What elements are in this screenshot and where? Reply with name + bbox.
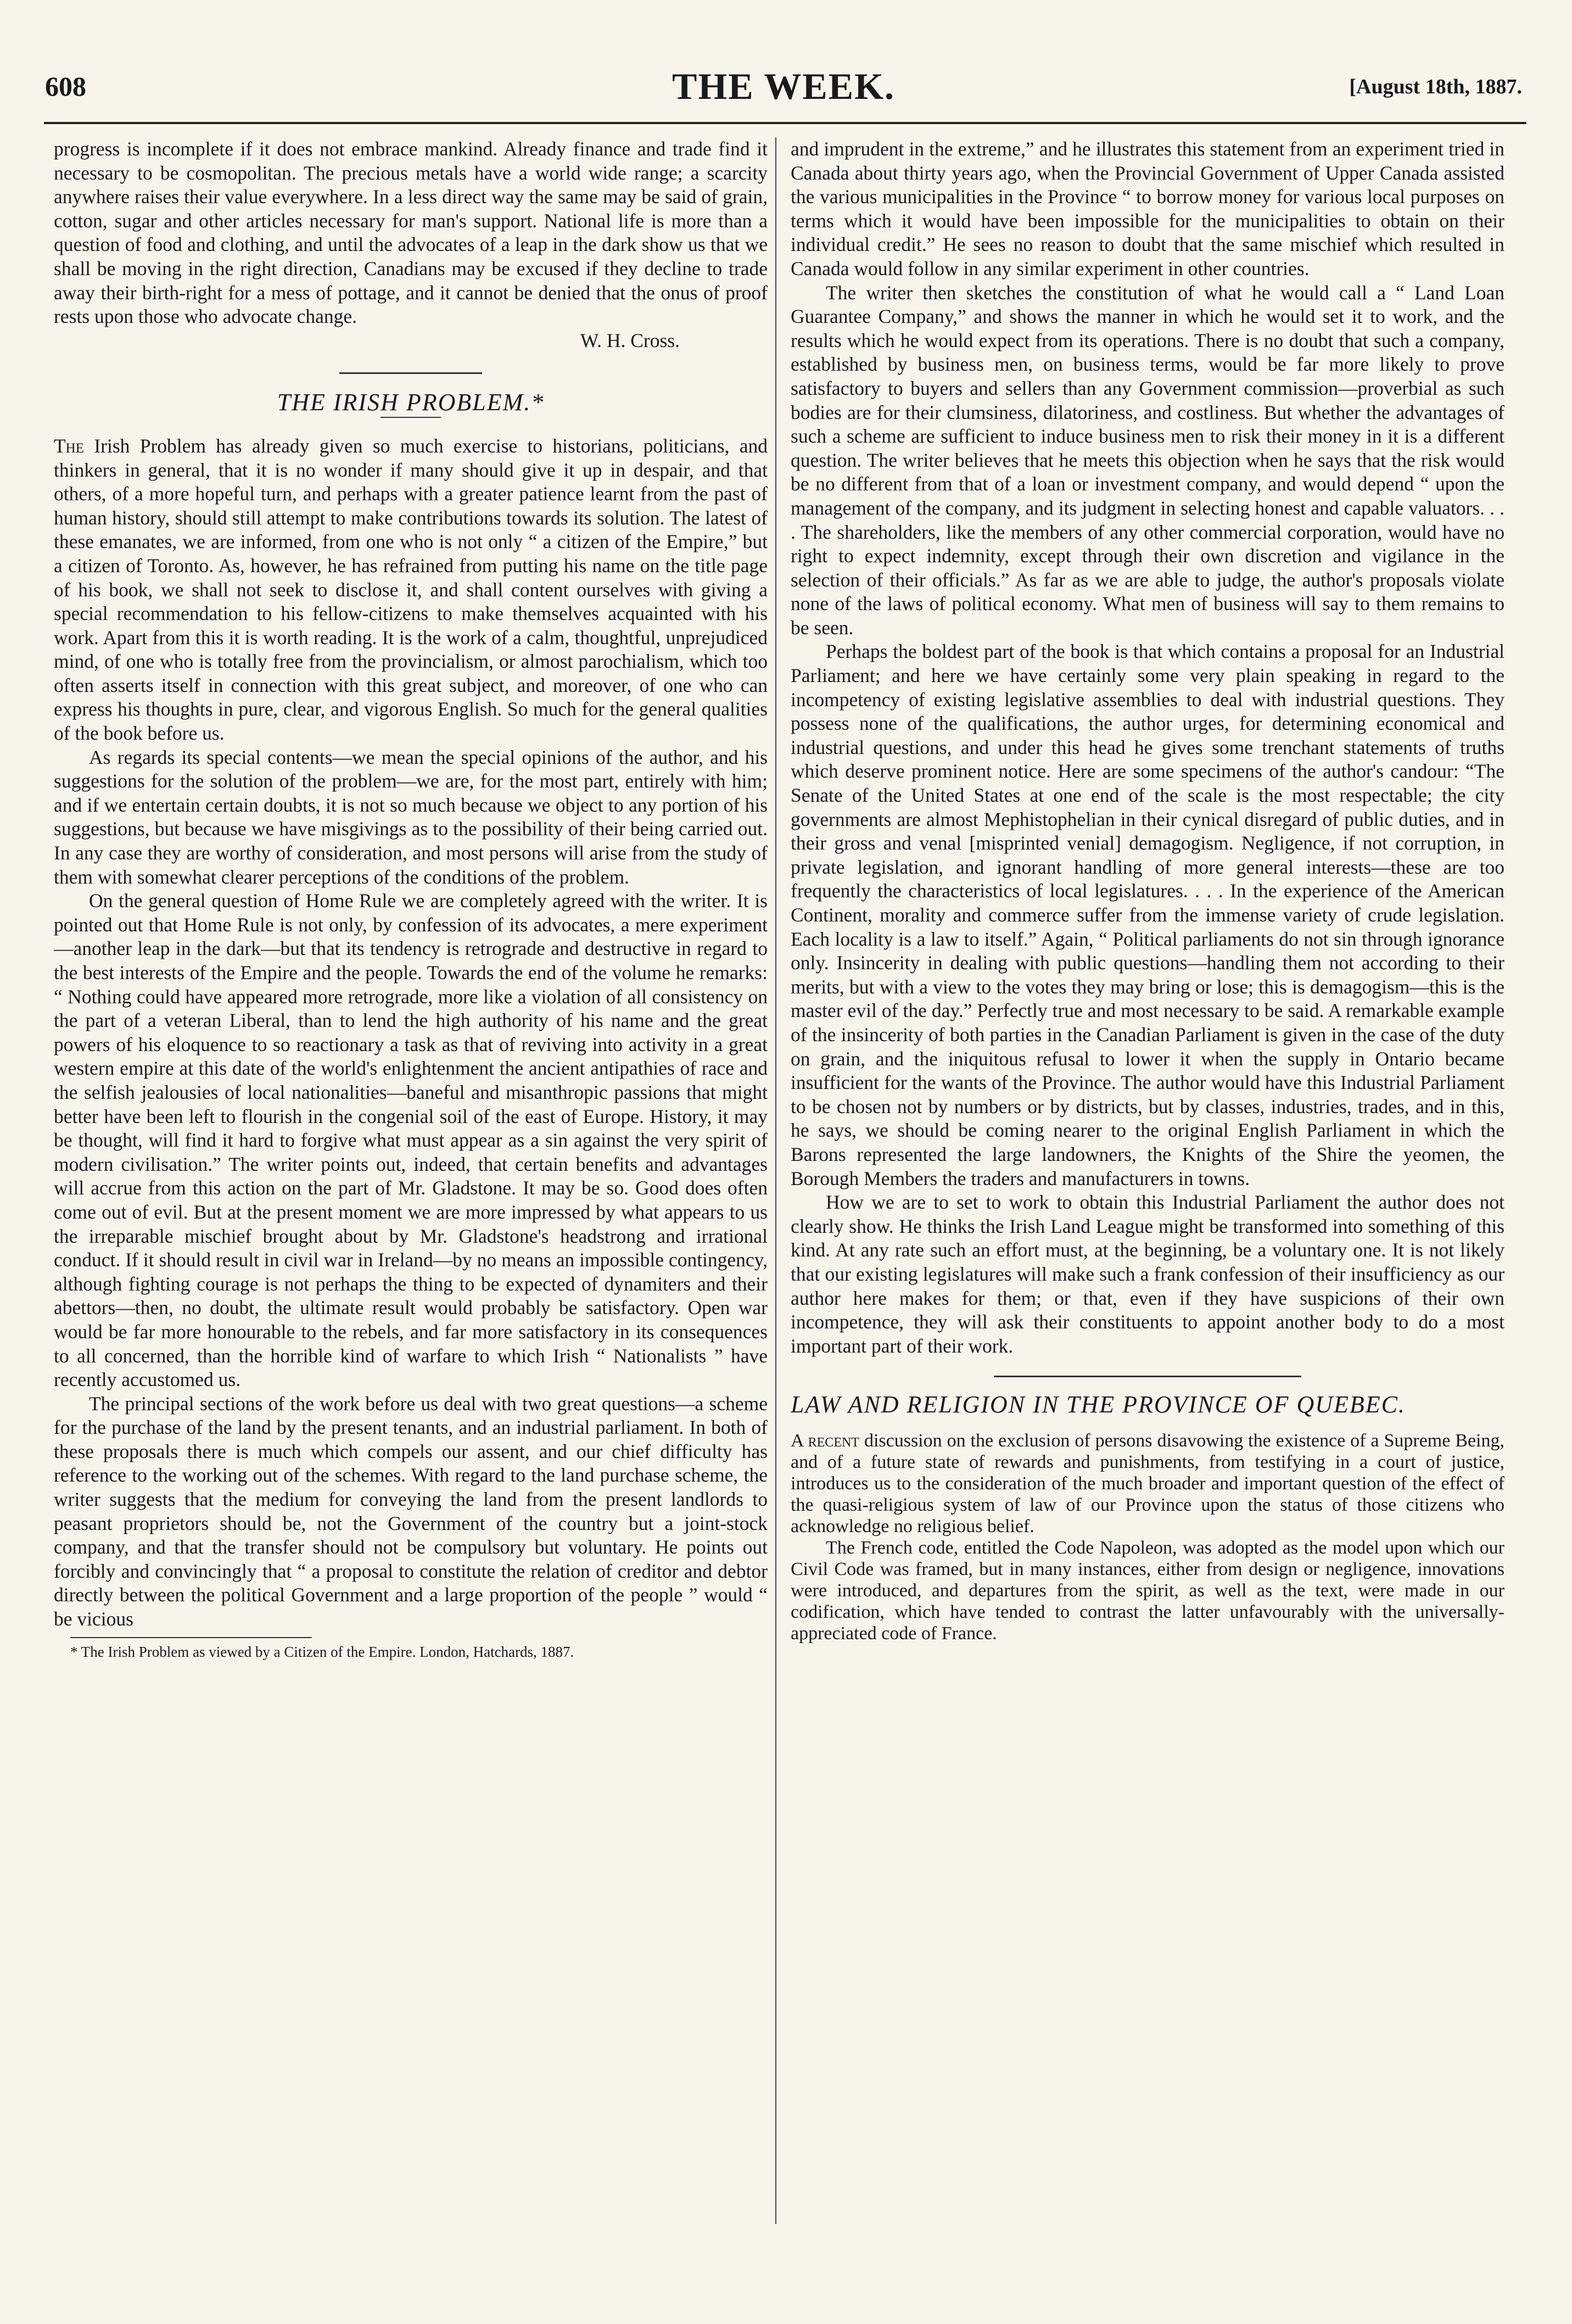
- article-paragraph: The writer then sketches the constitution of what he would call a “ Land Loan Guarantee Company,” and shows the manner in which he would set it to work, and the results which he would expect from its operations. There is no doubt that such a company, established by business men, on business terms, would be far more likely to prove satisfactory to buyers and sellers than any Government commission—proverbial as such bodies are for their clumsiness, dilatoriness, and costliness. But whether the advantages of such a scheme are sufficient to induce business men to risk their money in it is a different question. The writer believes that he meets this objection when he says that the risk would be no different from that of a loan or investment company, and would depend “ upon the management of the company, and its judgment in selecting honest and capable valuators. . . . The shareholders, like the members of any other commercial corporation, would have no right to expect indemnity, except through their own discretion and vigilance in the selection of their officials.” As far as we are able to judge, the author's proposals violate none of the laws of political economy. What men of business will say to them remains to be seen.: [791, 281, 1504, 639]
- article-paragraph: [791, 1430, 1504, 1537]
- article-paragraph: The French code, entitled the Code Napoleon, was adopted as the model upon which our Civil Code was framed, but in many instances, either from design or negligence, innovations were introduced, and departures from the spirit, as well as the text, were made in our codification, which have tended to contrast the latter unfavourably with the universally-appreciated code of France.: [791, 1537, 1504, 1644]
- article-paragraph: and imprudent in the extreme,” and he illustrates this statement from an experiment tried in Canada about thirty years ago, when the Provincial Government of Upper Canada assisted the various municipalities in the Province “ to borrow money for various local purposes on terms which it would have been impossible for the municipalities to obtain on their individual credit.” He sees no reason to doubt that the same mischief which resulted in Canada would follow in any similar experiment in other countries.: [791, 138, 1504, 280]
- section-divider: [339, 372, 482, 374]
- article-paragraph: [54, 434, 768, 746]
- footnote-rule: [70, 1637, 312, 1638]
- left-column: [54, 137, 768, 1661]
- right-column: [791, 137, 1504, 1644]
- column-divider: [775, 137, 776, 2224]
- page-number: 608: [45, 71, 86, 102]
- article-paragraph: How we are to set to work to obtain this Industrial Parliament the author does not clearly show. He thinks the Irish Land League might be transformed into something of this kind. At any rate such an effort must, at the beginning, be a voluntary one. It is not likely that our existing legislatures will make such a frank confession of their insufficiency as our author here makes for them; or that, even if they have suspicions of their own incompetence, they will ask their constituents to appoint another body to do a most important part of their work.: [791, 1191, 1504, 1357]
- section-body: [791, 1430, 1504, 1644]
- opening-paragraph: progress is incomplete if it does not embrace mankind. Already finance and trade find it necessary to be cosmopolitan. The precious metals have a world wide range; a scarcity anywhere raises their value everywhere. In a less direct way the same may be said of grain, cotton, sugar and other articles necessary for man's support. National life is more than a question of food and clothing, and until the advocates of a leap in the dark show us that we shall be moving in the right direction, Canadians may be excused if they decline to trade away their birth-right for a mess of pottage, and it cannot be denied that the onus of proof rests upon those who advocate change.: [54, 138, 768, 328]
- footnote: * The Irish Problem as viewed by a Citizen of the Empire. London, Hatchards, 1887.: [70, 1643, 574, 1660]
- lead-in: The: [54, 434, 85, 457]
- title-underline: [381, 417, 441, 418]
- section-divider: [994, 1376, 1301, 1377]
- issue-date: [August 18th, 1887.: [1349, 75, 1522, 98]
- section-title-irish-problem: THE IRISH PROBLEM.*: [277, 389, 545, 416]
- lead-in: A recent: [791, 1430, 859, 1451]
- article-paragraph: The principal sections of the work before us deal with two great questions—a scheme for the purchase of the land by the present tenants, and an industrial parliament. In both of these proposals there is much which compels our assent, and our chief difficulty has reference to the working out of the schemes. With regard to the land purchase scheme, the writer suggests that the medium for conveying the land from the present landlords to peasant proprietors should be, not the Government of the country but a joint-stock company, and that the transfer should not be compulsory but voluntary. He points out forcibly and convincingly that “ a proposal to constitute the relation of creditor and debtor directly between the political Government and a large proportion of the people ” would “ be vicious: [54, 1392, 768, 1630]
- article-paragraph: Perhaps the boldest part of the book is that which contains a proposal for an Industrial Parliament; and here we have certainly some very plain speaking in regard to the incompetency of existing legislative assemblies to deal with industrial questions. They possess none of the qualifications, the author urges, for determining economical and industrial questions, and under this head he gives some trenchant statements of truths which deserve prominent notice. Here are some specimens of the author's candour: “The Senate of the United States at one end of the scale is the most respectable; the city governments are almost Mephistophelian in their cynical disregard of public duties, and in their gross and venal [misprinted venial] demagogism. Negligence, if not corruption, in private legislation, and ignorant handling of more general interests—these are too frequently the characteristics of local legislatures. . . . In the experience of the American Continent, morality and commerce suffer from the immense variety of crude legislation. Each locality is a law to itself.” Again, “ Political parliaments do not sin through ignorance only. Insincerity in dealing with public questions—handling them not according to their merits, but with a view to the votes they may bring or lose; this is demagogism—this is the master evil of the day.” Perfectly true and most necessary to be said. A remarkable example of the insincerity of both parties in the Canadian Parliament is given in the case of the duty on grain, and the iniquitous refusal to lower it when the supply in Ontario became insufficient for the wants of the Province. The author would have this Industrial Parliament to be chosen not by numbers or by districts, but by classes, industries, trades, and in this, he says, we should be coming nearer to the original English Parliament in which the Barons represented the large landowners, the Knights of the Shire the yeomen, the Borough Members the traders and manufacturers in towns.: [791, 640, 1504, 1189]
- section-title-law-religion: LAW AND RELIGION IN THE PROVINCE OF QUEBEC.: [791, 1391, 1406, 1418]
- paragraph-text: discussion on the exclusion of persons disavowing the existence of a Supreme Being, and of a future state of rewards and punishments, from testifying in a court of justice, introduces us to the consideration of the much broader and important question of the effect of the quasi-religious system of law of our Province upon the status of those citizens who acknowledge no religious belief.: [791, 1430, 1505, 1537]
- article-paragraph: On the general question of Home Rule we are completely agreed with the writer. It is pointed out that Home Rule is not only, by confession of its advocates, a mere experiment—another leap in the dark—but that its tendency is retrograde and destructive in regard to the best interests of the Empire and the people. Towards the end of the volume he remarks: “ Nothing could have appeared more retrograde, more like a violation of all consistency on the part of a veteran Liberal, than to lend the high authority of his name and the great powers of his eloquence to so reactionary a task as that of reviving into activity in a great western empire at this date of the world's enlightenment the ancient antipathies of race and the selfish jealousies of local nationalities—baneful and misanthropic passions that might better have been left to flourish in the congenial soil of the east of Europe. History, it may be thought, will find it hard to forgive what must appear as a sin against the very spirit of modern civilisation.” The writer points out, indeed, that certain benefits and advantages will accrue from this action on the part of Mr. Gladstone. It may be so. Good does often come out of evil. But at the present moment we are more impressed by what appears to us the irreparable mischief brought about by Mr. Gladstone's headstrong and irrational conduct. If it should result in civil war in Ireland—by no means an impossible contingency, although fighting courage is not perhaps the thing to be expected of dynamiters and their abettors—then, no doubt, the ultimate result would probably be satisfactory. Open war would be far more honourable to the rebels, and far more satisfactory in its consequences to all concerned, than the horrible kind of warfare to which Irish “ Nationalists ” have recently accustomed us.: [54, 890, 768, 1391]
- paragraph-text: Irish Problem has already given so much exercise to historians, politicians, and thinkers in general, that it is no wonder if many should give it up in despair, and that others, of a more hopeful turn, and perhaps with a greater patience learnt from the past of human history, should still attempt to make contributions towards its solution. The latest of these emanates, we are informed, from one who is not only “ a citizen of the Empire,” but a citizen of Toronto. As, however, he has refrained from putting his name on the title page of his book, we shall not seek to disclose it, and shall content ourselves with giving a special recommendation to his fellow-citizens to make themselves acquainted with his work. Apart from this it is worth reading. It is the work of a calm, thoughtful, unprejudiced mind, of one who is totally free from the provincialism, or almost parochialism, which too often asserts itself in connection with this great subject, and moreover, of one who can express his thoughts in pure, clear, and vigorous English. So much for the general qualities of the book before us.: [54, 434, 768, 745]
- article-paragraph: As regards its special contents—we mean the special opinions of the author, and his suggestions for the solution of the problem—we are, for the most part, entirely with him; and if we entertain certain doubts, it is not so much because we object to any portion of his suggestions, but because we have misgivings as to the possibility of their being carried out. In any case they are worthy of consideration, and most persons will arise from the study of them with somewhat clearer perceptions of the conditions of the problem.: [54, 746, 768, 888]
- header-rule: [44, 122, 1526, 124]
- author-signature: W. H. Cross.: [580, 329, 680, 351]
- page-header: [45, 65, 1522, 114]
- masthead: THE WEEK.: [672, 65, 895, 107]
